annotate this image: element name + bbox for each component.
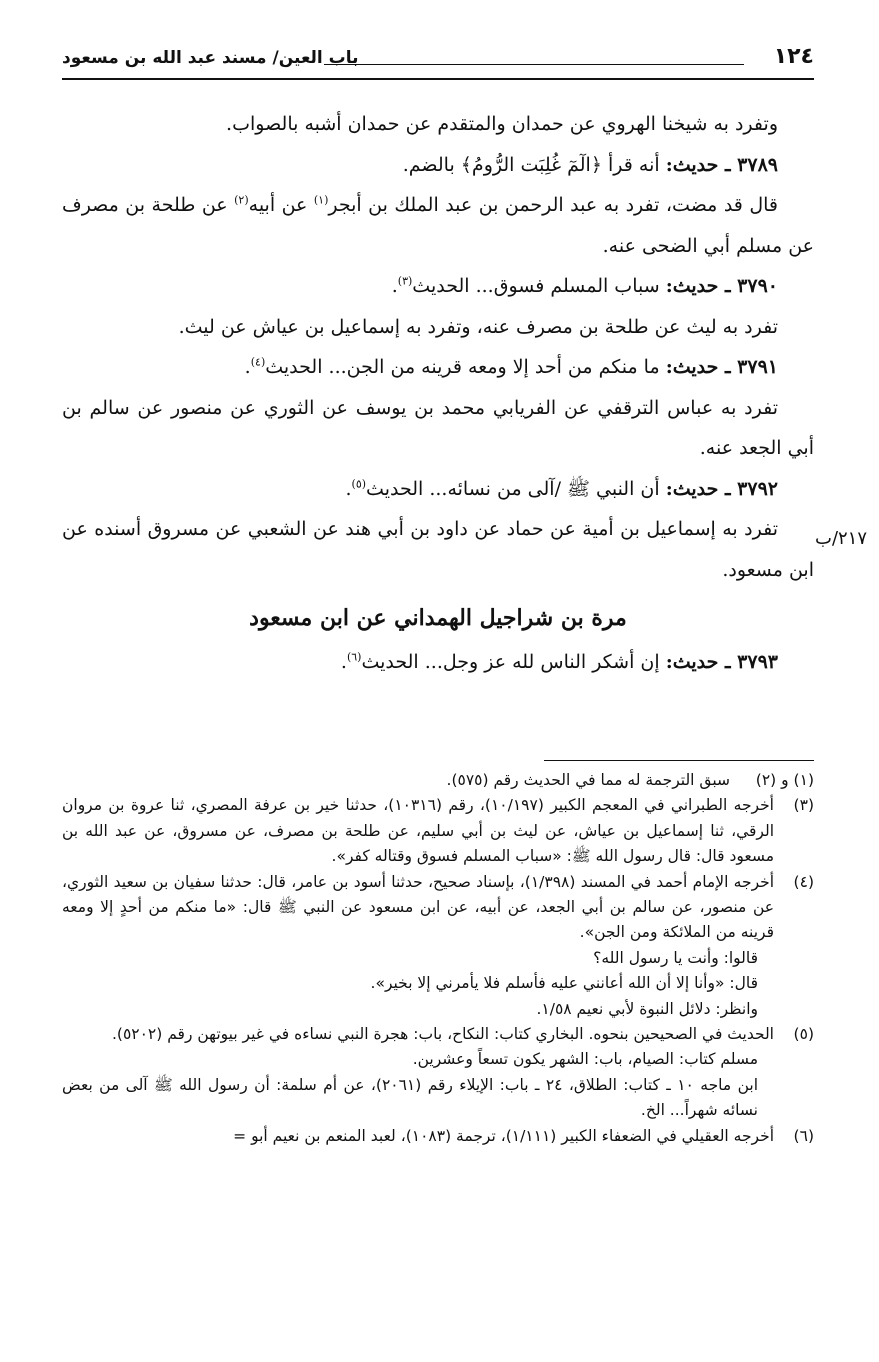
header-rule	[324, 64, 744, 65]
footnote-line: قالوا: وأنت يا رسول الله؟	[593, 948, 758, 967]
main-text	[62, 104, 814, 683]
hadith-number: ٣٧٩٠	[737, 275, 778, 297]
header-divider	[62, 78, 814, 80]
paragraph: وتفرد به شيخنا الهروي عن حمدان والمتقدم عن حمدان أشبه بالصواب.	[226, 113, 778, 135]
hadith-label: حديث:	[665, 153, 719, 176]
footnote-number: (٦)	[793, 1126, 814, 1145]
paragraph: قال قد مضت، تفرد به عبد الرحمن بن عبد الملك بن أبجر$^{(١)}$ عن أبيه$^{(٢)}$ عن طلحة بن مصرف عن مسلم أبي الضحى عنه.	[62, 193, 814, 257]
footnote-ref: (٤)	[250, 355, 266, 369]
paragraph: تفرد به ليث عن طلحة بن مصرف عنه، وتفرد به إسماعيل بن عياش عن ليث.	[178, 315, 778, 338]
hadith-number: ٣٧٩١	[737, 356, 778, 378]
hadith-text: أنه قرأ ﴿الٓمٓ غُلِبَت الرُّومُ﴾ بالضم.	[402, 153, 666, 176]
footnote-number: (٣)	[793, 796, 814, 815]
hadith-label: حديث:	[665, 477, 719, 500]
footnote-ref: (٥)	[351, 477, 367, 491]
footnotes	[62, 768, 814, 1149]
paragraph: تفرد به إسماعيل بن أمية عن حماد عن داود بن أبي هند عن الشعبي عن مسروق أسنده عن ابن مسعود.	[62, 518, 814, 581]
hadith-label: حديث:	[665, 651, 719, 673]
footnote-line: وانظر: دلائل النبوة لأبي نعيم ١/٥٨.	[536, 999, 758, 1018]
footnote-6: (٦) أخرجه العقيلي في الضعفاء الكبير (١/١١١)، ترجمة (١٠٨٣)، لعبد المنعم بن نعيم أبو =	[62, 1124, 814, 1149]
section-title: مرة بن شراجيل الهمداني عن ابن مسعود	[249, 605, 627, 631]
footnote-ref: (٣)	[397, 274, 413, 288]
page-header	[62, 40, 814, 80]
hadith-3791: ٣٧٩١ ـ حديث: ما منكم من أحد إلا ومعه قرينه من الجن... الحديث$^{(٤)}$.	[244, 355, 778, 378]
manuscript-folio-marker: ٢١٧/ب	[815, 528, 868, 549]
footnote-4: (٤) أخرجه الإمام أحمد في المسند (١/٣٩٨)، بإسناد صحيح، حدثنا أسود بن عامر، قال: حدثنا سفيان بن سعيد الثوري، عن منصور، عن سالم بن أبي الجعد، عن أبيه، عن ابن مسعود عن النبي ﷺ قال: «ما منكم من أحدٍ إلا ومعه قرينه من الملائكة ومن الجن».	[62, 870, 814, 946]
footnote-3: (٣) أخرجه الطبراني في المعجم الكبير (١٠/١٩٧)، رقم (١٠٣١٦)، حدثنا خير بن عرفة المصري، ثنا عروة بن مروان الرقي، ثنا إسماعيل بن عياش، عن ليث بن أبي سليم، عن طلحة بن مصرف، عن مسروق، عن عبد الله بن مسعود قال: قال رسول الله ﷺ: «سباب المسلم فسوق وقتاله كفر».	[62, 793, 814, 869]
hadith-3792: ٣٧٩٢ ـ حديث: أن النبي ﷺ /آلى من نسائه... الحديث$^{(٥)}$.	[345, 477, 778, 500]
footnote-number: (٥)	[793, 1025, 814, 1044]
paragraph: تفرد به عباس الترقفي عن الفريابي محمد بن يوسف عن الثوري عن منصور عن سالم بن أبي الجعد عنه.	[62, 396, 814, 459]
page-number: ١٢٤	[773, 44, 814, 69]
footnote-5: (٥) الحديث في الصحيحين بنحوه. البخاري كتاب: النكاح، باب: هجرة النبي نساءه في غير بيوتهن رقم (٥٢٠٢).	[62, 1022, 814, 1047]
footnote-ref: (٢)	[234, 193, 249, 207]
hadith-number: ٣٧٩٣	[737, 651, 778, 673]
footnote-line: ابن ماجه ١٠ ـ كتاب: الطلاق، ٢٤ ـ باب: الإيلاء رقم (٢٠٦١)، عن أم سلمة: أن رسول الله ﷺ آلى من بعض نسائه شهراً... الخ.	[62, 1075, 759, 1120]
running-title: باب العين/ مسند عبد الله بن مسعود	[62, 48, 359, 68]
footnote-number: (٤)	[793, 872, 814, 891]
hadith-label: حديث:	[665, 356, 719, 378]
footnote-line: مسلم كتاب: الصيام، باب: الشهر يكون تسعاً وعشرين.	[412, 1050, 758, 1069]
hadith-text: ما منكم من أحد إلا ومعه قرينه من الجن... الحديث	[265, 356, 666, 378]
hadith-3789: ٣٧٨٩ ـ حديث: أنه قرأ ﴿الٓمٓ غُلِبَت الرُّومُ﴾ بالضم.	[402, 153, 778, 176]
hadith-3793: ٣٧٩٣ ـ حديث: إن أشكر الناس لله عز وجل... الحديث$^{(٦)}$.	[340, 650, 778, 673]
footnote-ref: (١)	[313, 193, 329, 207]
hadith-label: حديث:	[665, 275, 719, 297]
footnote-separator	[544, 760, 814, 761]
hadith-3790: ٣٧٩٠ ـ حديث: سباب المسلم فسوق... الحديث$^{(٣)}$.	[391, 274, 778, 297]
hadith-text: سباب المسلم فسوق... الحديث	[412, 275, 666, 297]
hadith-text: أن النبي ﷺ /آلى من نسائه... الحديث	[366, 477, 666, 500]
footnote-number: (١) و (٢)	[755, 771, 814, 789]
footnote-ref: (٦)	[346, 650, 362, 664]
hadith-number: ٣٧٨٩	[737, 153, 778, 176]
footnote-1-2: (١) و (٢) سبق الترجمة له مما في الحديث رقم (٥٧٥).	[62, 768, 814, 793]
footnote-line: قال: «وأنا إلا أن الله أعانني عليه فأسلم فلا يأمرني إلا بخير».	[370, 974, 758, 993]
hadith-number: ٣٧٩٢	[737, 477, 778, 500]
hadith-text: إن أشكر الناس لله عز وجل... الحديث	[361, 651, 666, 673]
